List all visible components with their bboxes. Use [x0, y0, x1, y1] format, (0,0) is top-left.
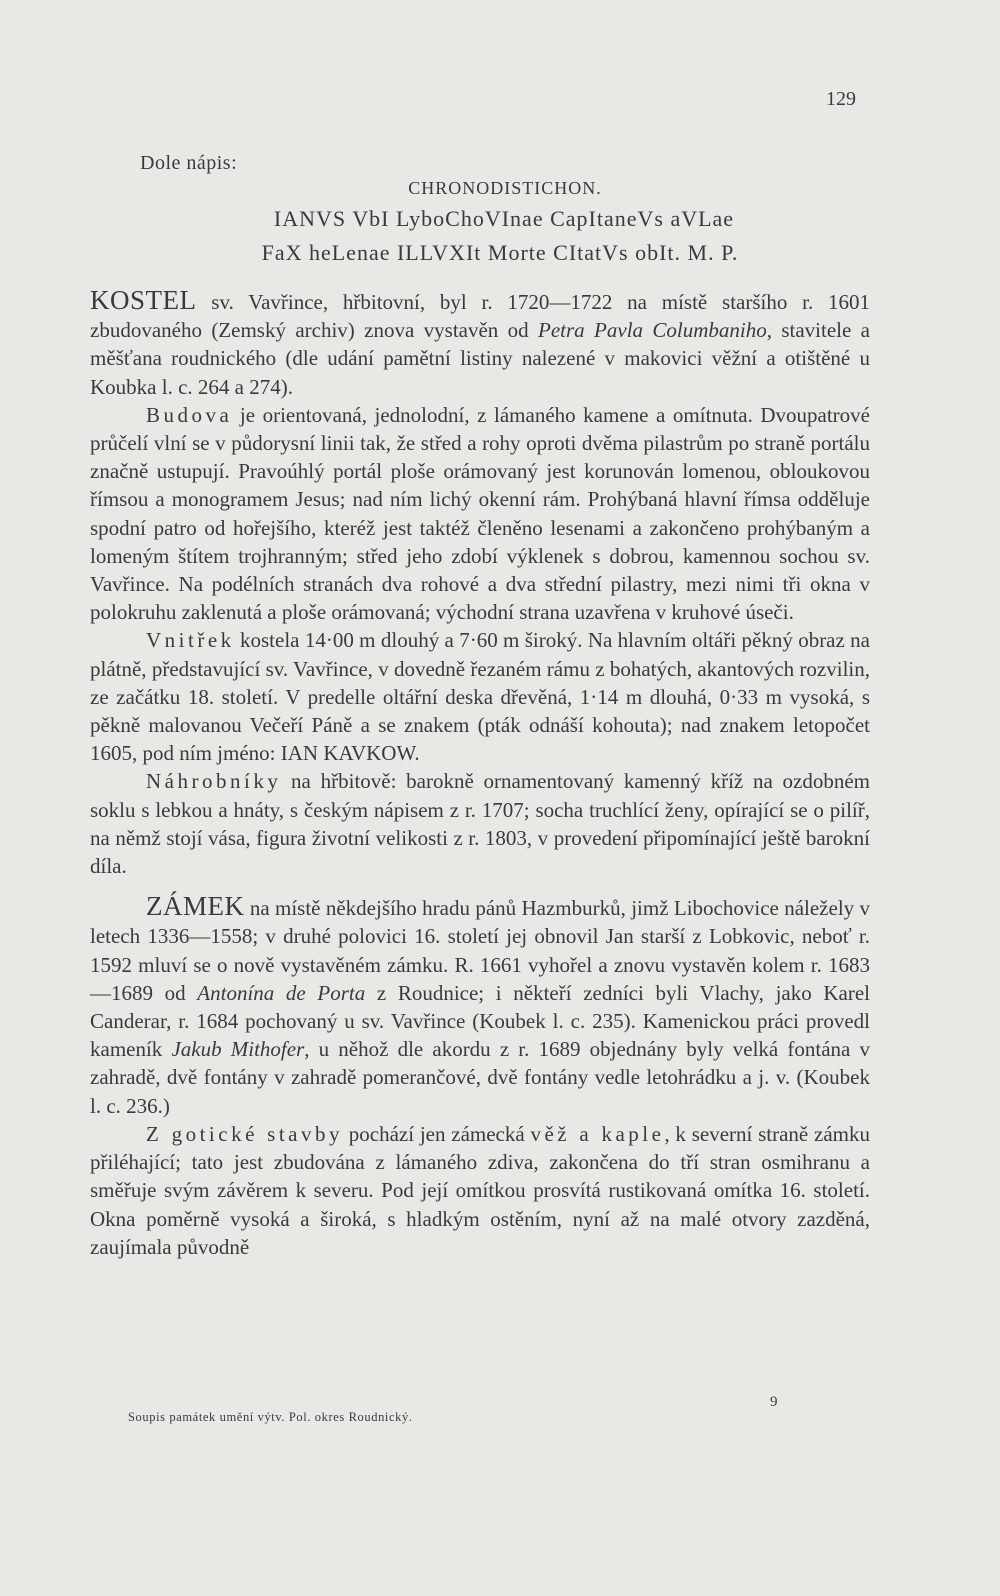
- vnitrek-label: Vnitřek: [146, 628, 235, 653]
- chronodistichon-line-2: FaX heLenae ILLVXIt Morte CItatVs obIt. M. P.: [261, 240, 739, 265]
- budova-paragraph: [90, 401, 870, 627]
- nahrobniky-label: Náhrobníky: [146, 769, 282, 794]
- zamek-text-b: z Roudnice; i někteří zedníci byli Vlachy, jako Karel Canderar, r. 1684 pochovaný u sv. Vavřince (Koubek l. c. 235). Kamenickou práci provedl kameník: [90, 980, 870, 1062]
- body-text: [90, 286, 870, 1261]
- gothic-label: Z gotické stavby: [146, 1121, 343, 1146]
- chronodistichon-heading: CHRONODISTICHON.: [408, 178, 602, 198]
- vnitrek-paragraph: [90, 626, 870, 767]
- zamek-text-c: , u něhož dle akordu z r. 1689 objednány byly velká fontána v zahradě, dvě fontány v zahradě pomerančové, dvě fontány vedle letohrádku a j. v. (Koubek l. c. 236.): [90, 1037, 870, 1118]
- kostel-paragraph: [90, 286, 870, 401]
- zamek-text-a: na místě někdejšího hradu pánů Hazmburků, jimž Libochovice náležely v letech 1336—1558; v druhé polovici 16. století jej obnovil Jan starší z Lobkovic, neboť r. 1592 mluví se o nově vystavěném zámku. R. 1661 vyhořel a znovu vystavěn kolem r. 1683—1689 od: [90, 896, 870, 1005]
- gothic-text-b: , k severní straně zámku přiléhající; tato jest zbudována z lámaného zdiva, zakončena do tří stran osmihranu a směřuje svým závěrem k severu. Pod její omítkou prosvítá rustikovaná omítka 16. století. Okna poměrně vysoká a široká, s hladkým ostěním, nyní až na malé otvory zazděná, zaujímala původně: [90, 1121, 870, 1259]
- kostel-title: KOSTEL: [90, 285, 197, 315]
- budova-label: Budova: [146, 402, 233, 427]
- builder-name: Petra Pavla Columbaniho: [538, 318, 767, 343]
- vnitrek-text: kostela 14·00 m dlouhý a 7·60 m široký. Na hlavním oltáři pěkný obraz na plátně, představující sv. Vavřince, v dovedně řezaném rámu z bohatých, akantových rozvilin, ze začátku 18. století. V predelle oltářní deska dřevěná, 1·14 m dlouhá, 0·33 m vysoká, s pěkně malovanou Večeří Páně a se znakem (pták odnáší kohouta); nad znakem letopočet 1605, pod ním jméno: IAN KAVKOW.: [90, 628, 870, 766]
- kostel-intro-a: sv. Vavřince, hřbitovní, byl r. 1720—1722 na místě staršího r. 1601 zbudovaného (Zemský archiv) znova vystavěn od: [90, 290, 870, 343]
- intro-label: Dole nápis:: [140, 152, 238, 174]
- nahrobniky-paragraph: [90, 767, 870, 880]
- vez-kaple-label: věž a kaple: [530, 1121, 665, 1146]
- chronodistichon-line-1: IANVS VbI LyboChoVInae CapItaneVs aVLae: [273, 206, 735, 231]
- zamek-paragraph: [90, 892, 870, 1120]
- page-number: 129: [826, 88, 856, 110]
- nahrobniky-text: na hřbitově: barokně ornamentovaný kamenný kříž na ozdobném soklu s lebkou a hnáty, s českým nápisem z r. 1707; socha truchlící ženy, opírající se o pilíř, na němž stojí vása, figura životní velikosti z r. 1803, v provedení připomínající ještě barokní díla.: [90, 769, 870, 879]
- kostel-intro-b: , stavitele a měšťana roudnického (dle udání pamětní listiny nalezené v makovici věžní a otištěné u Koubka l. c. 264 a 274).: [90, 318, 870, 399]
- signature-mark: 9: [770, 1394, 778, 1410]
- architect-name: Antonína de Porta: [197, 980, 366, 1005]
- zamek-title: ZÁMEK: [146, 891, 245, 922]
- stonemason-name: Jakub Mithofer: [171, 1037, 305, 1062]
- footer-note: Soupis památek umění výtv. Pol. okres Roudnický.: [128, 1410, 413, 1424]
- gothic-paragraph: [90, 1120, 870, 1261]
- gothic-text-a: pochází jen zámecká: [343, 1121, 531, 1146]
- budova-text: je orientovaná, jednolodní, z lámaného kamene a omítnuta. Dvoupatrové průčelí vlní se v půdorysní linii tak, že střed a rohy oproti dvěma pilastrům po straně portálu značně ustupují. Pravoúhlý portál ploše orámovaný jest korunován lomenou, obloukovou římsou a monogramem Jesus; nad ním lichý okenní rám. Prohýbaná hlavní římsa odděluje spodní patro od hořejšího, kteréž jest taktéž členěno lesenami a zakončeno prohýbaným a lomeným štítem trojhranným; střed jeho zdobí výklenek s dobrou, kamennou sochou sv. Vavřince. Na podélních stranách dva rohové a dva střední pilastry, mezi nimi tři okna v polokruhu zaklenutá a ploše orámovaná; východní strana uzavřena v kruhové úseči.: [90, 402, 870, 625]
